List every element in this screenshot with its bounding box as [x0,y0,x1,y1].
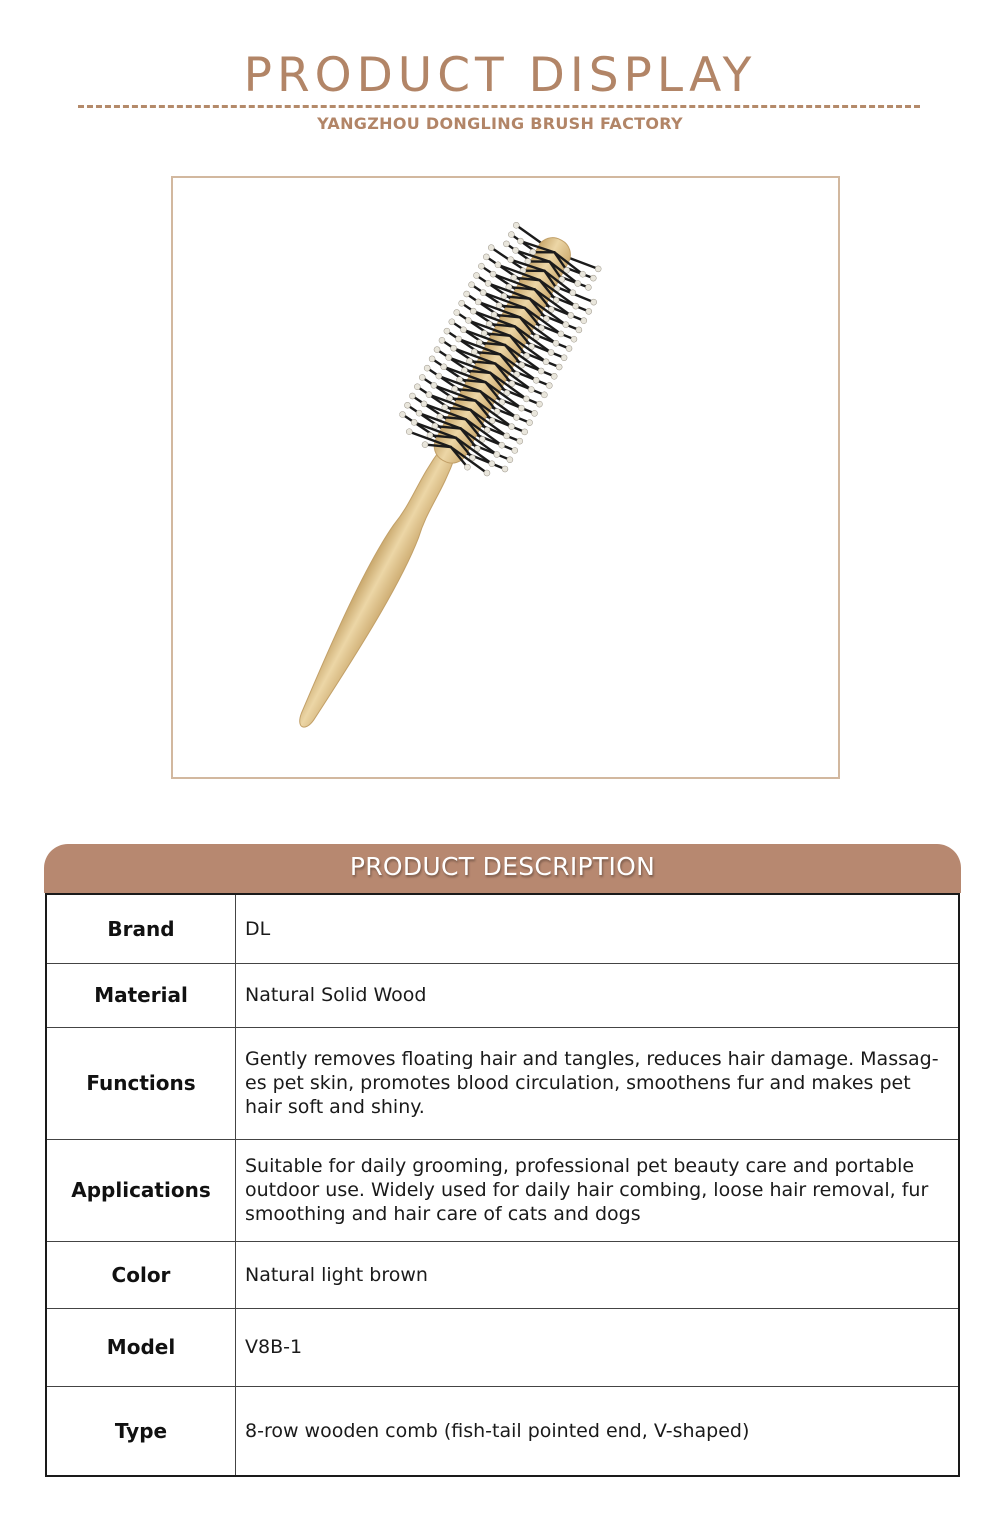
bristle-tip [421,441,429,449]
bristle-tip [526,419,534,427]
bristle-tip [584,283,592,291]
row-value: V8B-1 [236,1308,960,1386]
row-label: Type [46,1386,236,1476]
product-description-banner [44,844,961,893]
row-value: Natural light brown [236,1241,960,1308]
bristle-tip [540,391,548,399]
page-header [0,0,1000,160]
row-label: Applications [46,1139,236,1241]
spec-table [45,893,960,1477]
row-value: Natural Solid Wood [236,963,960,1027]
bristle-tip [585,307,593,315]
table-row [46,1241,959,1308]
bristle-tip [550,372,558,380]
bristle-tip [590,298,598,306]
bristle-tip [575,326,583,334]
bristle-tip [580,317,588,325]
bristle-tip [594,265,602,273]
table-row [46,1027,959,1139]
table-row [46,1139,959,1241]
bristle-tip [535,400,543,408]
bristle-tip [506,456,514,464]
row-label: Brand [46,894,236,963]
bristle-tip [570,335,578,343]
table-row [46,963,959,1027]
bristle-tip [589,274,597,282]
section-title: PRODUCT DESCRIPTION [349,852,656,881]
bristle-tip [545,381,553,389]
bristle-tip [516,437,524,445]
row-value: 8-row wooden comb (fish-tail pointed end, V-shaped) [245,1419,750,1442]
row-value: Suitable for daily grooming, professional pet beauty care and portable outdoor use. Widely used for daily hair combing, loose hair removal, fur smoothing and hair care of cats and dogs [236,1139,960,1241]
bristle-tip [565,344,573,352]
bristle-tip [530,409,538,417]
row-label: Model [46,1308,236,1386]
table-row [46,1386,959,1476]
product-photo-frame [171,176,840,779]
factory-name: YANGZHOU DONGLING BRUSH FACTORY [317,114,683,133]
round-wooden-hair-brush-image [173,178,838,777]
row-label: Functions [46,1027,236,1139]
row-label: Material [46,963,236,1027]
dashed-divider [78,105,920,108]
bristle-tip [521,428,529,436]
row-label: Color [46,1241,236,1308]
bristle-tip [555,363,563,371]
row-value: DL [236,894,960,963]
bristle-tip [560,354,568,362]
bristle-tip [405,428,413,436]
bristle-tip [511,446,519,454]
table-row [46,1308,959,1386]
row-value: Gently removes floating hair and tangles, reduces hair damage. Massag-es pet skin, promotes blood circulation, smoothens fur and makes pet hair soft and shiny. [236,1027,960,1139]
bristle-tip [501,465,509,473]
page-title: PRODUCT DISPLAY [243,48,757,103]
table-row [46,894,959,963]
